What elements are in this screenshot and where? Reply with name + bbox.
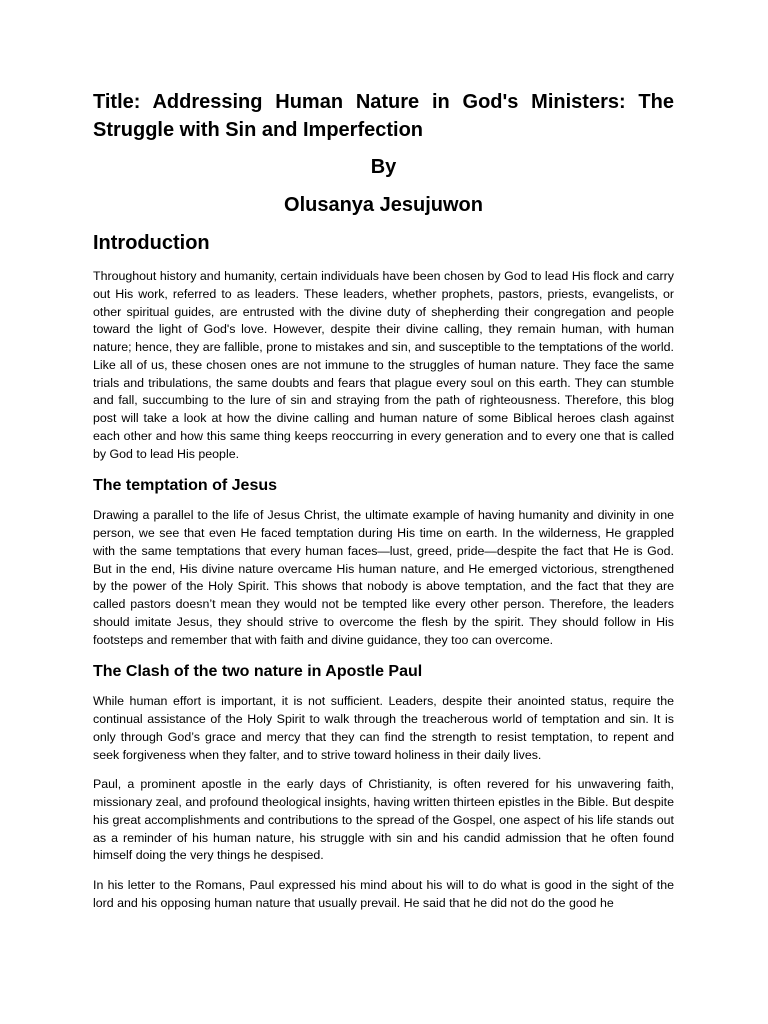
byline-label: By [370, 156, 397, 178]
section-heading-apostle-paul: The Clash of the two nature in Apostle Paul [93, 663, 423, 681]
paragraph: While human effort is important, it is not sufficient. Leaders, despite their anointed status, require the continual assistance of the Holy Spirit to walk through the treacherous world of temptation and sin. It is only through God’s grace and mercy that they can find the strength to resist temptation, to repent and seek forgiveness when they falter, and to strive toward holiness in their daily lives. [93, 694, 674, 762]
paragraph: In his letter to the Romans, Paul expressed his mind about his will to do what is good in the sight of the lord and his opposing human nature that usually prevail. He said that he did not do the good he [93, 878, 674, 910]
document-title: Title: Addressing Human Nature in God's Ministers: The Struggle with Sin and Imperfection [93, 91, 674, 141]
section-heading-temptation-of-jesus: The temptation of Jesus [93, 477, 278, 495]
section-heading-introduction: Introduction [93, 232, 210, 254]
document-page [93, 88, 674, 913]
paragraph: Drawing a parallel to the life of Jesus Christ, the ultimate example of having humanity and divinity in one person, we see that even He faced temptation during His time on earth. In the wilderness, He grappled with the same temptations that every human faces—lust, greed, pride—despite the fact that He is God. But in the end, His divine nature overcame His human nature, and He emerged victorious, strengthened by the power of the Holy Spirit. This shows that nobody is above temptation, and the fact that they are called pastors doesn’t mean they would not be tempted like every other person. Therefore, the leaders should imitate Jesus, they should strive to overcome the flesh by the spirit. They should follow in His footsteps and remember that with faith and divine guidance, they too can overcome. [93, 508, 674, 647]
paragraph: Paul, a prominent apostle in the early days of Christianity, is often revered for his unwavering faith, missionary zeal, and profound theological insights, having written thirteen epistles in the Bible. But despite his great accomplishments and contributions to the spread of the Gospel, one aspect of his life stands out as a reminder of his human nature, his struggle with sin and his candid admission that he often found himself doing the very things he despised. [93, 777, 674, 863]
paragraph: Throughout history and humanity, certain individuals have been chosen by God to lead His flock and carry out His work, referred to as leaders. These leaders, whether prophets, pastors, priests, evangelists, or other spiritual guides, are entrusted with the divine duty of shepherding their congregation and people toward the light of God's love. However, despite their divine calling, they remain human, with human nature; hence, they are fallible, prone to mistakes and sin, and susceptible to the temptations of the world. Like all of us, these chosen ones are not immune to the struggles of human nature. They face the same trials and tribulations, the same doubts and fears that plague every soul on this earth. They can stumble and fall, succumbing to the lure of sin and straying from the path of righteousness. Therefore, this blog post will take a look at how the divine calling and human nature of some Biblical heroes clash against each other and how this same thing keeps reoccurring in every generation and to every one that is called by God to lead His people. [93, 269, 674, 461]
author-name: Olusanya Jesujuwon [284, 194, 483, 216]
